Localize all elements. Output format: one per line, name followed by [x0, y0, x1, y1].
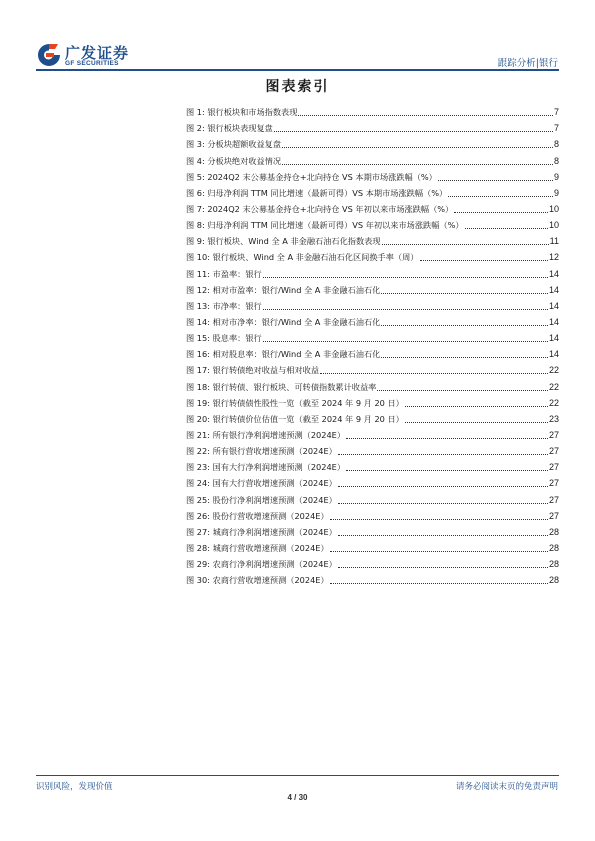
toc-dot-leader [381, 325, 548, 326]
toc-entry-label: 图 17: 银行转债绝对收益与相对收益 [186, 365, 320, 376]
toc-entry[interactable] [186, 150, 559, 166]
toc-entry[interactable] [186, 489, 559, 505]
toc-dot-leader [263, 341, 548, 342]
toc-entry[interactable] [186, 199, 559, 215]
toc-entry-label: 图 13: 市净率：银行 [186, 300, 262, 311]
toc-entry-page: 27 [548, 478, 559, 489]
toc-entry-page: 28 [548, 575, 559, 586]
toc-entry-label: 图 7: 2024Q2 末公募基金持仓+北向持仓 VS 年初以来市场涨跌幅（%） [186, 203, 454, 214]
toc-entry-label: 图 14: 相对市净率：银行/Wind 全 A 非金融石油石化 [186, 316, 381, 327]
toc-dot-leader [381, 357, 548, 358]
toc-entry-label: 图 9: 银行板块、Wind 全 A 非金融石油石化指数表现 [186, 236, 381, 247]
toc-entry-page: 8 [553, 155, 559, 166]
toc-entry[interactable] [186, 263, 559, 279]
toc-entry[interactable] [186, 280, 559, 296]
toc-entry-label: 图 24: 国有大行营收增速预测（2024E） [186, 478, 337, 489]
toc-entry-page: 28 [548, 526, 559, 537]
figure-index-list [186, 102, 559, 586]
toc-entry-page: 14 [548, 316, 559, 327]
toc-entry-label: 图 3: 分板块超额收益复盘 [186, 139, 282, 150]
page-title: 图表索引 [265, 79, 330, 95]
toc-entry-label: 图 29: 农商行净利润增速预测（2024E） [186, 559, 337, 570]
toc-entry-page: 22 [548, 397, 559, 408]
toc-entry-page: 8 [553, 139, 559, 150]
toc-dot-leader [382, 244, 549, 245]
toc-entry-label: 图 28: 城商行营收增速预测（2024E） [186, 542, 329, 553]
toc-entry-label: 图 4: 分板块绝对收益情况 [186, 155, 282, 166]
toc-dot-leader [448, 196, 553, 197]
toc-entry-label: 图 30: 农商行营收增速预测（2024E） [186, 575, 329, 586]
toc-dot-leader [420, 260, 548, 261]
toc-entry[interactable] [186, 183, 559, 199]
toc-dot-leader [330, 583, 548, 584]
gf-logo-icon [36, 42, 62, 68]
footer-divider [36, 775, 559, 776]
toc-dot-leader [346, 470, 548, 471]
toc-entry[interactable] [186, 247, 559, 263]
company-logo [36, 42, 136, 70]
toc-entry[interactable] [186, 231, 559, 247]
toc-dot-leader [338, 567, 548, 568]
toc-dot-leader [330, 551, 548, 552]
toc-entry-page: 22 [548, 365, 559, 376]
toc-entry[interactable] [186, 473, 559, 489]
toc-entry-label: 图 5: 2024Q2 末公募基金持仓+北向持仓 VS 本期市场涨跌幅（%） [186, 171, 437, 182]
toc-entry-page: 9 [553, 171, 559, 182]
toc-entry-label: 图 6: 归母净利润 TTM 同比增速（最新可得）VS 本期市场涨跌幅（%） [186, 187, 448, 198]
toc-entry-page: 27 [548, 494, 559, 505]
toc-entry-page: 14 [548, 268, 559, 279]
logo-chinese-text: 广发证券 [65, 44, 130, 62]
toc-entry-label: 图 1: 银行板块和市场指数表现 [186, 107, 298, 118]
toc-entry[interactable] [186, 167, 559, 183]
toc-dot-leader [454, 212, 548, 213]
toc-entry[interactable] [186, 360, 559, 376]
toc-dot-leader [405, 422, 548, 423]
toc-entry-page: 7 [553, 107, 559, 118]
toc-dot-leader [274, 131, 553, 132]
toc-entry[interactable] [186, 215, 559, 231]
toc-dot-leader [338, 535, 548, 536]
toc-dot-leader [438, 180, 553, 181]
toc-entry[interactable] [186, 393, 559, 409]
toc-entry-label: 图 16: 相对股息率：银行/Wind 全 A 非金融石油石化 [186, 349, 381, 360]
toc-entry-label: 图 25: 股份行净利润增速预测（2024E） [186, 494, 337, 505]
toc-entry-page: 14 [548, 349, 559, 360]
toc-entry-page: 14 [548, 300, 559, 311]
toc-entry-page: 27 [548, 510, 559, 521]
toc-entry[interactable] [186, 328, 559, 344]
toc-entry-label: 图 10: 银行板块、Wind 全 A 非金融石油石化区间换手率（周） [186, 252, 419, 263]
toc-entry[interactable] [186, 296, 559, 312]
toc-entry[interactable] [186, 134, 559, 150]
toc-dot-leader [465, 228, 548, 229]
toc-dot-leader [330, 519, 548, 520]
toc-entry-page: 10 [548, 220, 559, 231]
toc-entry[interactable] [186, 441, 559, 457]
toc-entry-page: 22 [548, 381, 559, 392]
toc-entry-label: 图 26: 股份行营收增速预测（2024E） [186, 510, 329, 521]
toc-entry[interactable] [186, 376, 559, 392]
report-category: 跟踪分析|银行 [497, 58, 558, 69]
toc-entry-label: 图 2: 银行板块表现复盘 [186, 123, 273, 134]
toc-entry-page: 23 [548, 413, 559, 424]
toc-entry-label: 图 21: 所有银行净利润增速预测（2024E） [186, 429, 346, 440]
toc-entry[interactable] [186, 344, 559, 360]
toc-entry-page: 14 [548, 333, 559, 344]
toc-entry-page: 10 [548, 203, 559, 214]
toc-dot-leader [320, 373, 548, 374]
toc-dot-leader [338, 486, 548, 487]
toc-entry[interactable] [186, 102, 559, 118]
toc-entry-label: 图 8: 归母净利润 TTM 同比增速（最新可得）VS 年初以来市场涨跌幅（%） [186, 220, 464, 231]
toc-dot-leader [338, 454, 548, 455]
toc-entry-label: 图 23: 国有大行净利润增速预测（2024E） [186, 462, 346, 473]
toc-dot-leader [377, 390, 548, 391]
toc-entry-label: 图 18: 银行转债、银行板块、可转债指数累计收益率 [186, 381, 377, 392]
toc-entry-page: 28 [548, 542, 559, 553]
toc-entry-page: 12 [548, 252, 559, 263]
toc-entry-page: 14 [548, 284, 559, 295]
toc-dot-leader [338, 503, 548, 504]
footer-disclaimer: 请务必阅读末页的免责声明 [455, 782, 558, 792]
toc-dot-leader [263, 277, 548, 278]
toc-dot-leader [298, 115, 553, 116]
toc-entry[interactable] [186, 554, 559, 570]
footer-slogan: 识别风险，发现价值 [36, 782, 113, 792]
toc-entry-label: 图 20: 银行转债价位估值一览（截至 2024 年 9 月 20 日） [186, 413, 404, 424]
toc-entry-page: 27 [548, 462, 559, 473]
header-divider [36, 69, 559, 71]
toc-entry[interactable] [186, 570, 559, 586]
toc-entry[interactable] [186, 409, 559, 425]
toc-entry-page: 11 [549, 236, 559, 247]
toc-entry[interactable] [186, 538, 559, 554]
toc-entry-page: 28 [548, 559, 559, 570]
toc-entry-label: 图 15: 股息率：银行 [186, 333, 262, 344]
toc-dot-leader [282, 147, 553, 148]
toc-dot-leader [263, 309, 548, 310]
toc-dot-leader [346, 438, 548, 439]
toc-entry-label: 图 27: 城商行净利润增速预测（2024E） [186, 526, 337, 537]
toc-entry-label: 图 12: 相对市盈率：银行/Wind 全 A 非金融石油石化 [186, 284, 381, 295]
toc-entry-label: 图 11: 市盈率：银行 [186, 268, 262, 279]
toc-entry[interactable] [186, 506, 559, 522]
toc-entry[interactable] [186, 425, 559, 441]
logo-english-text: GF SECURITIES [65, 60, 119, 67]
page-number: 4 / 30 [287, 793, 308, 802]
toc-entry-page: 7 [553, 123, 559, 134]
toc-entry[interactable] [186, 312, 559, 328]
toc-dot-leader [381, 293, 548, 294]
toc-entry-page: 27 [548, 446, 559, 457]
toc-dot-leader [405, 406, 548, 407]
toc-entry-page: 27 [548, 429, 559, 440]
toc-dot-leader [282, 164, 553, 165]
toc-entry-label: 图 22: 所有银行营收增速预测（2024E） [186, 446, 337, 457]
toc-entry[interactable] [186, 522, 559, 538]
toc-entry-label: 图 19: 银行转债债性股性一览（截至 2024 年 9 月 20 日） [186, 397, 404, 408]
toc-entry[interactable] [186, 118, 559, 134]
toc-entry[interactable] [186, 457, 559, 473]
toc-entry-page: 9 [553, 187, 559, 198]
